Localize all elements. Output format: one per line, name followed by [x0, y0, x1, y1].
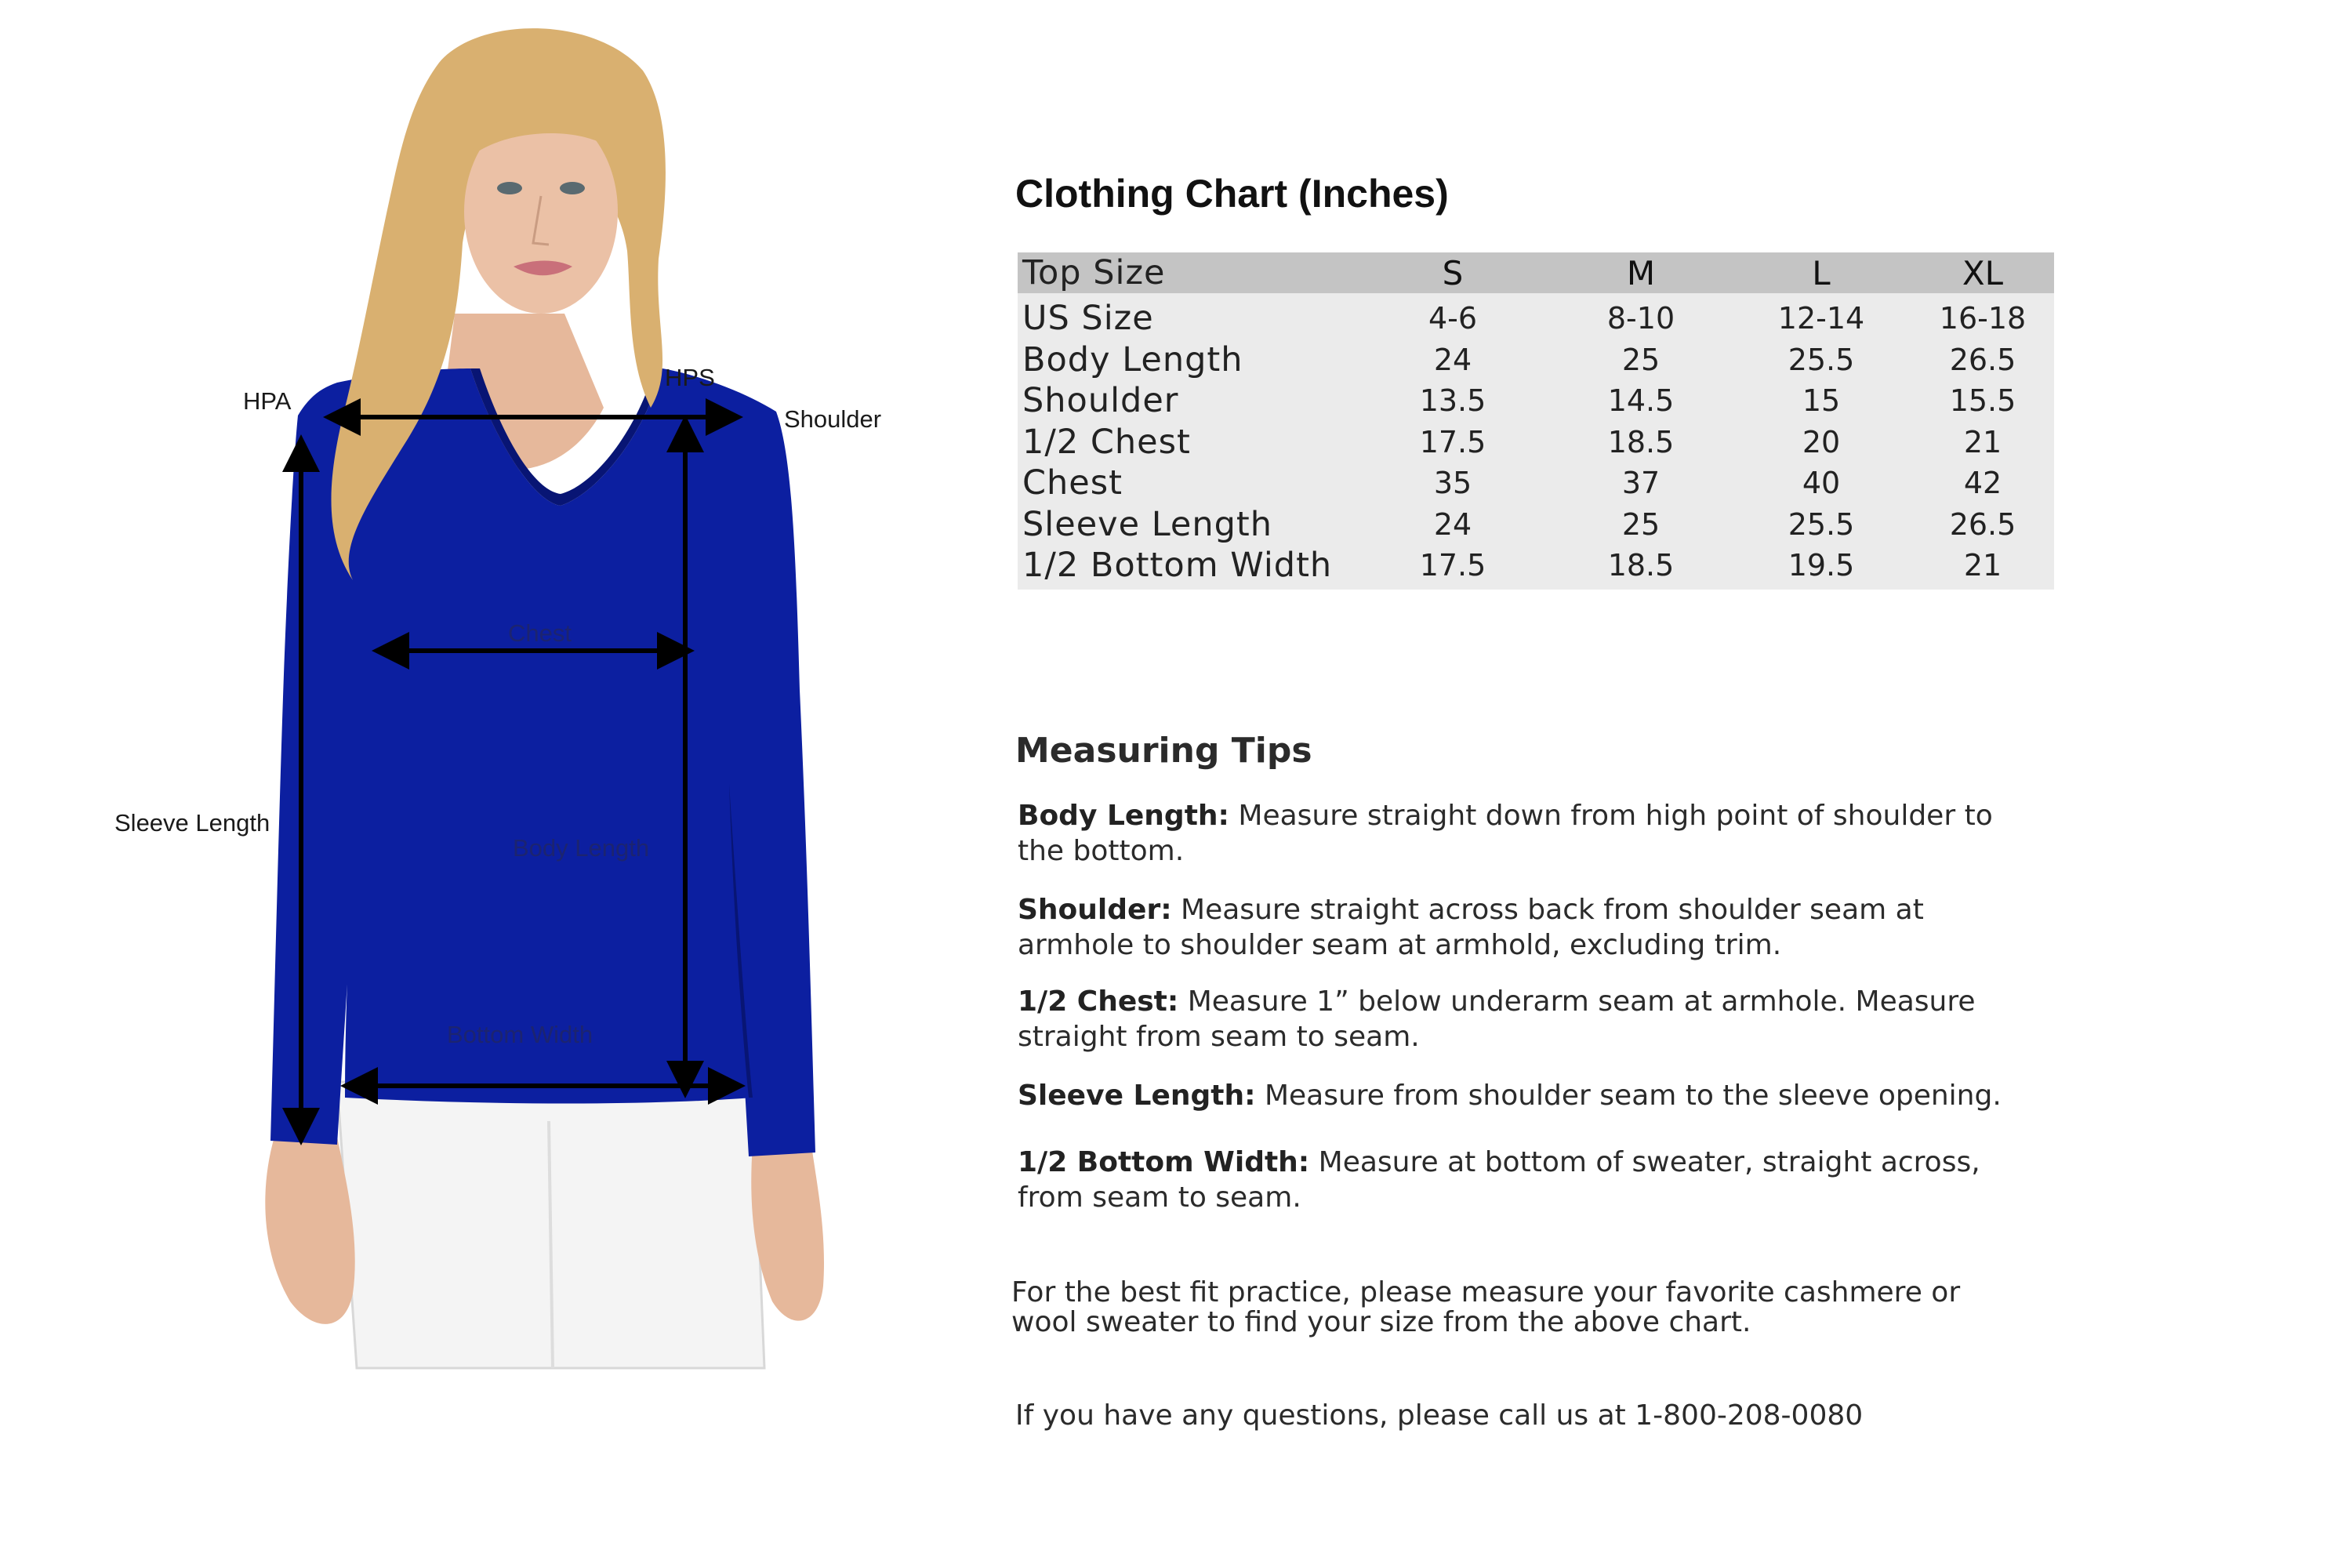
table-cell: 37	[1621, 466, 1661, 501]
tip-half-bottom-width	[1018, 1145, 2045, 1215]
tip-shoulder	[1018, 892, 2045, 963]
sleeve-length-label: Sleeve Length	[114, 809, 270, 837]
tip-text: Measure straight across back from shoulder seam at armhole to shoulder seam at armhold, excluding trim.	[1018, 894, 1924, 961]
tip-term: Shoulder:	[1018, 894, 1172, 926]
chart-title: Clothing Chart (Inches)	[1015, 172, 1449, 216]
table-cell: 17.5	[1419, 424, 1486, 459]
contact-note: If you have any questions, please call us at 1-800-208-0080	[1015, 1399, 1864, 1432]
row-label: Chest	[1022, 463, 1123, 503]
shoulder-label: Shoulder	[784, 405, 882, 433]
table-cell: 18.5	[1607, 548, 1675, 583]
row-label: US Size	[1022, 299, 1154, 339]
table-cell: 25.5	[1788, 506, 1855, 542]
table-cell: 25.5	[1788, 342, 1855, 377]
table-cell: 42	[1963, 466, 2002, 501]
tip-body-length	[1018, 798, 2045, 869]
tip-term: Sleeve Length:	[1018, 1080, 1256, 1112]
tip-text: Measure from shoulder seam to the sleeve opening.	[1255, 1080, 2002, 1112]
table-cell: 40	[1802, 466, 1841, 501]
column-header: S	[1442, 253, 1464, 292]
table-header-row	[1018, 252, 2054, 293]
table-cell: 15	[1802, 383, 1841, 419]
table-cell: 25	[1621, 342, 1661, 377]
measurement-figure	[0, 0, 941, 1411]
tip-text: Measure straight down from high point of shoulder to the bottom.	[1018, 800, 1993, 867]
column-header: Top Size	[1022, 253, 1166, 292]
hpa-label: HPA	[243, 387, 292, 415]
table-cell: 35	[1433, 466, 1472, 501]
row-label: Sleeve Length	[1022, 504, 1273, 544]
bottom-width-label: Bottom Width	[447, 1021, 593, 1048]
table-row	[1018, 293, 2054, 339]
table-cell: 21	[1963, 424, 2002, 459]
table-cell: 13.5	[1419, 383, 1486, 419]
row-label: 1/2 Bottom Width	[1022, 546, 1333, 586]
column-header: L	[1812, 253, 1831, 292]
body-length-label: Body Length	[513, 834, 650, 862]
table-cell: 15.5	[1949, 383, 2016, 419]
table-cell: 14.5	[1607, 383, 1675, 419]
table-cell: 26.5	[1949, 342, 2016, 377]
table-cell: 16-18	[1939, 301, 2027, 336]
table-cell: 26.5	[1949, 506, 2016, 542]
table-cell: 8-10	[1606, 301, 1675, 336]
table-cell: 12-14	[1777, 301, 1865, 336]
column-header: XL	[1962, 253, 2004, 292]
table-cell: 24	[1433, 506, 1472, 542]
tip-half-chest	[1018, 984, 2045, 1054]
row-label: Body Length	[1022, 339, 1243, 379]
left-hand	[265, 1137, 354, 1324]
model-illustration	[0, 0, 941, 1411]
tip-text: Measure 1” below underarm seam at armhole. Measure straight from seam to seam.	[1018, 985, 1976, 1053]
hps-label: HPS	[665, 364, 715, 391]
tip-text: Measure at bottom of sweater, straight across, from seam to seam.	[1018, 1146, 1980, 1214]
fit-practice-note: For the best fit practice, please measure your favorite cashmere or wool sweater to find your size from the above chart.	[1011, 1276, 1961, 1338]
chest-label: Chest	[508, 619, 572, 647]
table-cell: 4-6	[1428, 301, 1478, 336]
tip-term: 1/2 Bottom Width:	[1018, 1146, 1310, 1178]
row-label: Shoulder	[1022, 381, 1179, 421]
tip-term: Body Length:	[1018, 800, 1229, 832]
table-cell: 21	[1963, 548, 2002, 583]
table-row	[1018, 463, 2054, 504]
table-row	[1018, 545, 2054, 590]
column-header: M	[1626, 253, 1656, 292]
tip-sleeve-length	[1018, 1078, 2045, 1113]
table-cell: 19.5	[1788, 548, 1855, 583]
row-label: 1/2 Chest	[1022, 422, 1191, 462]
size-chart-table	[1018, 252, 2054, 590]
table-cell: 17.5	[1419, 548, 1486, 583]
measuring-tips-heading: Measuring Tips	[1015, 731, 1312, 771]
table-cell: 18.5	[1607, 424, 1675, 459]
tip-term: 1/2 Chest:	[1018, 985, 1179, 1018]
table-cell: 24	[1433, 342, 1472, 377]
table-row	[1018, 504, 2054, 546]
table-row	[1018, 339, 2054, 381]
table-row	[1018, 380, 2054, 422]
table-cell: 20	[1802, 424, 1841, 459]
table-row	[1018, 422, 2054, 463]
table-cell: 25	[1621, 506, 1661, 542]
